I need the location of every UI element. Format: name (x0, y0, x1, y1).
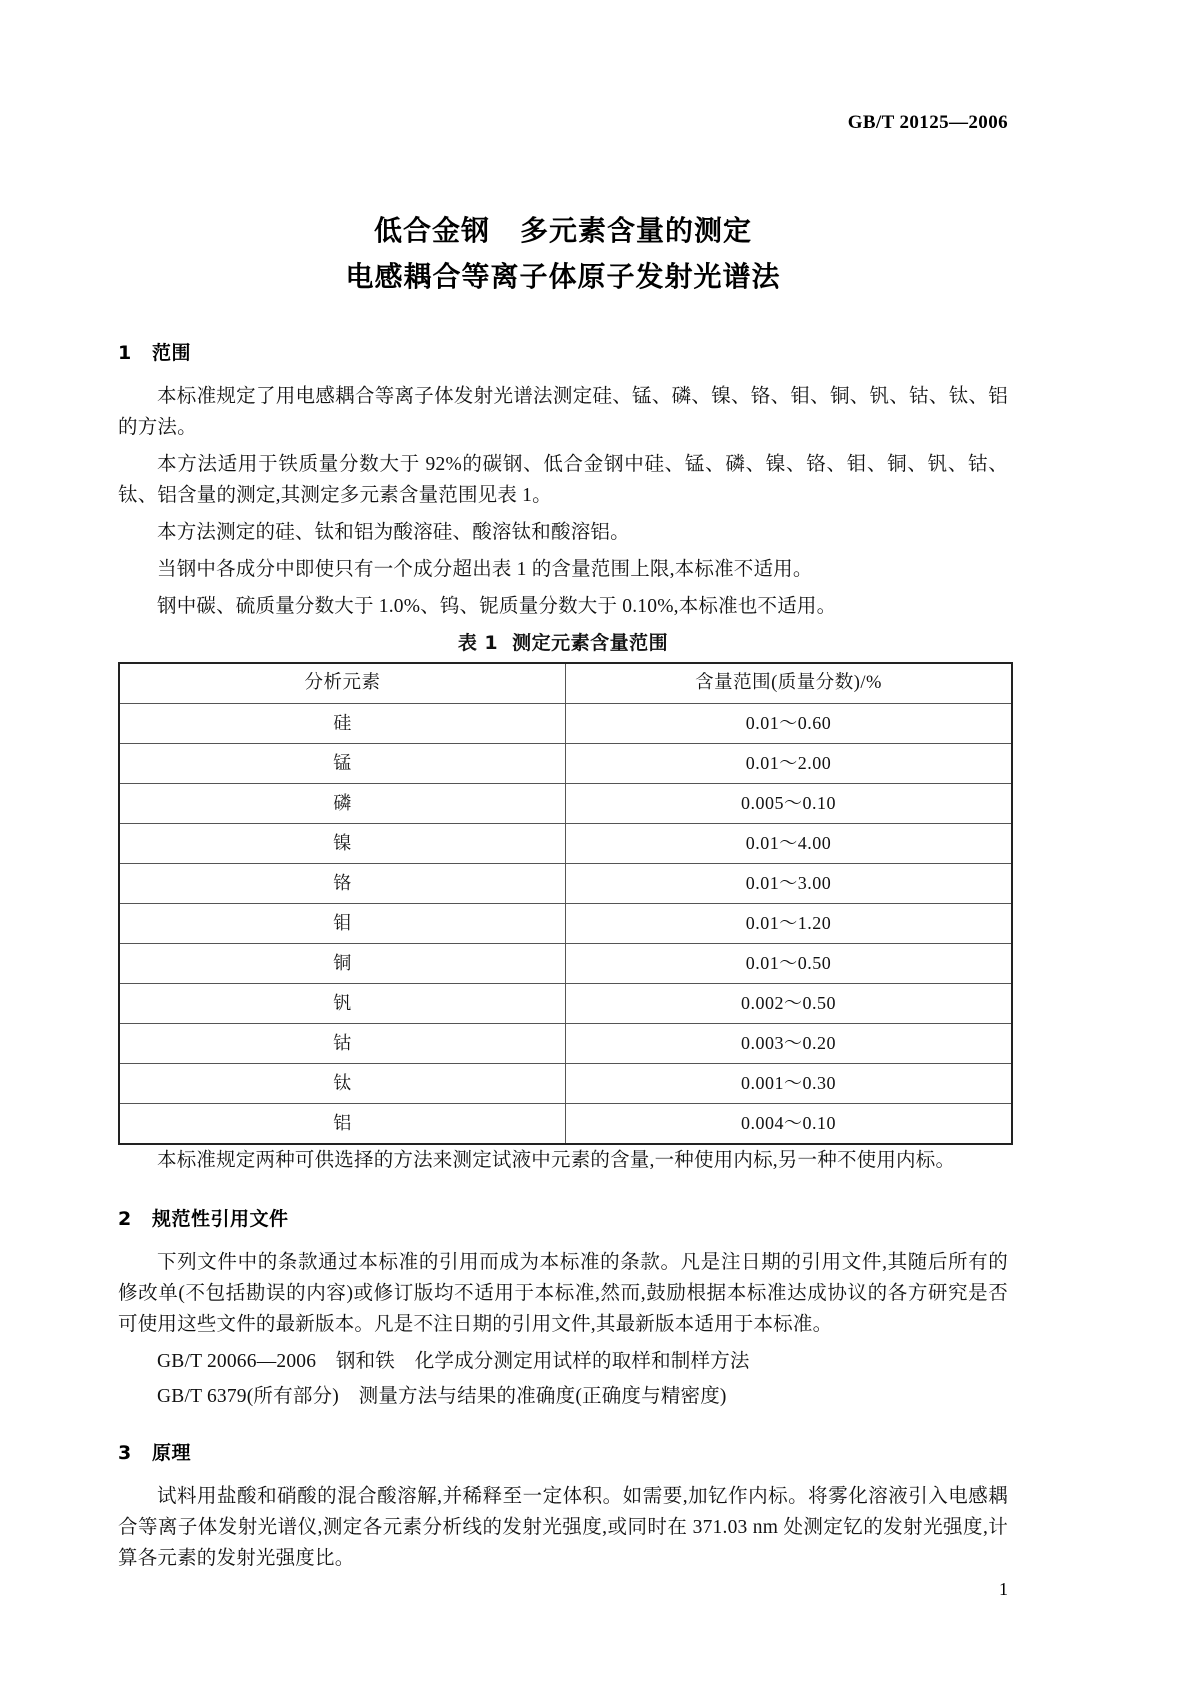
column-header-range: 含量范围(质量分数)/% (566, 663, 1013, 704)
table-row (119, 984, 1012, 1024)
cell-range: 0.004～0.10 (566, 1104, 1013, 1145)
cell-range: 0.01～0.50 (566, 944, 1013, 984)
document-title (118, 208, 1008, 300)
clause-heading-scope (118, 338, 1008, 365)
scope-paragraph-2: 本方法适用于铁质量分数大于 92%的碳钢、低合金钢中硅、锰、磷、镍、铬、钼、铜、钒、钴、钛、铝含量的测定,其测定多元素含量范围见表 1。 (118, 454, 1008, 506)
document-title-line-2: 电感耦合等离子体原子发射光谱法 (345, 260, 781, 293)
cell-element: 铬 (119, 864, 566, 904)
cell-element: 钒 (119, 984, 566, 1024)
page-number: 1 (999, 1579, 1008, 1599)
table-row (119, 704, 1012, 744)
cell-range: 0.003～0.20 (566, 1024, 1013, 1064)
clause-heading-normative-references (118, 1204, 1008, 1231)
scope-after-table-paragraph: 本标准规定两种可供选择的方法来测定试液中元素的含量,一种使用内标,另一种不使用内标。 (157, 1150, 956, 1171)
table-header-row (119, 663, 1012, 704)
table-row (119, 864, 1012, 904)
document-body (118, 338, 1008, 1580)
clause-number-3: 3 (118, 1442, 132, 1464)
scope-paragraph-1: 本标准规定了用电感耦合等离子体发射光谱法测定硅、锰、磷、镍、铬、钼、铜、钒、钴、钛、铝的方法。 (118, 386, 1008, 438)
table-row (119, 1024, 1012, 1064)
table-1-label: 表 1 (457, 632, 499, 654)
normative-reference-item: GB/T 6379(所有部分) 测量方法与结果的准确度(正确度与精密度) (157, 1386, 727, 1407)
table-1-element-content-ranges (118, 662, 1013, 1145)
cell-element: 锰 (119, 744, 566, 784)
table-row (119, 744, 1012, 784)
cell-range: 0.01～3.00 (566, 864, 1013, 904)
clause-number-2: 2 (118, 1208, 132, 1230)
cell-element: 磷 (119, 784, 566, 824)
section-spacer (118, 1416, 1008, 1438)
cell-element: 铜 (119, 944, 566, 984)
clause-heading-principle (118, 1438, 1008, 1465)
table-row (119, 1064, 1012, 1104)
cell-range: 0.01～4.00 (566, 824, 1013, 864)
table-row (119, 824, 1012, 864)
cell-element: 镍 (119, 824, 566, 864)
table-row (119, 784, 1012, 824)
table-1-title: 测定元素含量范围 (512, 632, 669, 654)
table-row (119, 1104, 1012, 1145)
title-topic: 多元素含量的测定 (520, 214, 753, 247)
table-1-body (119, 663, 1012, 1144)
clause-title-1: 范围 (152, 342, 192, 364)
normative-reference-item: GB/T 20066—2006 钢和铁 化学成分测定用试样的取样和制样方法 (157, 1351, 750, 1372)
scope-paragraph-3: 本方法测定的硅、钛和铝为酸溶硅、酸溶钛和酸溶铝。 (157, 522, 630, 543)
running-header-standard-code: GB/T 20125—2006 (847, 112, 1008, 133)
column-header-element: 分析元素 (119, 663, 566, 704)
scope-paragraph-4: 当钢中各成分中即使只有一个成分超出表 1 的含量范围上限,本标准不适用。 (157, 559, 813, 580)
cell-range: 0.01～1.20 (566, 904, 1013, 944)
cell-element: 铝 (119, 1104, 566, 1145)
scope-paragraph-5: 钢中碳、硫质量分数大于 1.0%、钨、铌质量分数大于 0.10%,本标准也不适用。 (157, 596, 837, 617)
cell-range: 0.005～0.10 (566, 784, 1013, 824)
table-1-caption (118, 628, 1008, 655)
section-spacer (118, 1182, 1008, 1204)
clause-number-1: 1 (118, 342, 132, 364)
clause-title-2: 规范性引用文件 (152, 1208, 289, 1230)
cell-element: 硅 (119, 704, 566, 744)
clause-title-3: 原理 (152, 1442, 192, 1464)
principle-paragraph-1: 试料用盐酸和硝酸的混合酸溶解,并稀释至一定体积。如需要,加钇作内标。将雾化溶液引入电感耦合等离子体发射光谱仪,测定各元素分析线的发射光强度,或同时在 371.03 nm 处测定钇的发射光强度,计算各元素的发射光强度比。 (118, 1486, 1008, 1569)
cell-range: 0.01～0.60 (566, 704, 1013, 744)
cell-element: 钼 (119, 904, 566, 944)
document-title-line-1 (118, 208, 1008, 254)
title-subject: 低合金钢 (373, 214, 490, 247)
cell-range: 0.002～0.50 (566, 984, 1013, 1024)
normative-references-paragraph-1: 下列文件中的条款通过本标准的引用而成为本标准的条款。凡是注日期的引用文件,其随后所有的修改单(不包括勘误的内容)或修订版均不适用于本标准,然而,鼓励根据本标准达成协议的各方研究是否可使用这些文件的最新版本。凡是不注日期的引用文件,其最新版本适用于本标准。 (118, 1252, 1008, 1335)
table-row (119, 944, 1012, 984)
cell-range: 0.01～2.00 (566, 744, 1013, 784)
table-row (119, 904, 1012, 944)
cell-element: 钴 (119, 1024, 566, 1064)
cell-element: 钛 (119, 1064, 566, 1104)
cell-range: 0.001～0.30 (566, 1064, 1013, 1104)
